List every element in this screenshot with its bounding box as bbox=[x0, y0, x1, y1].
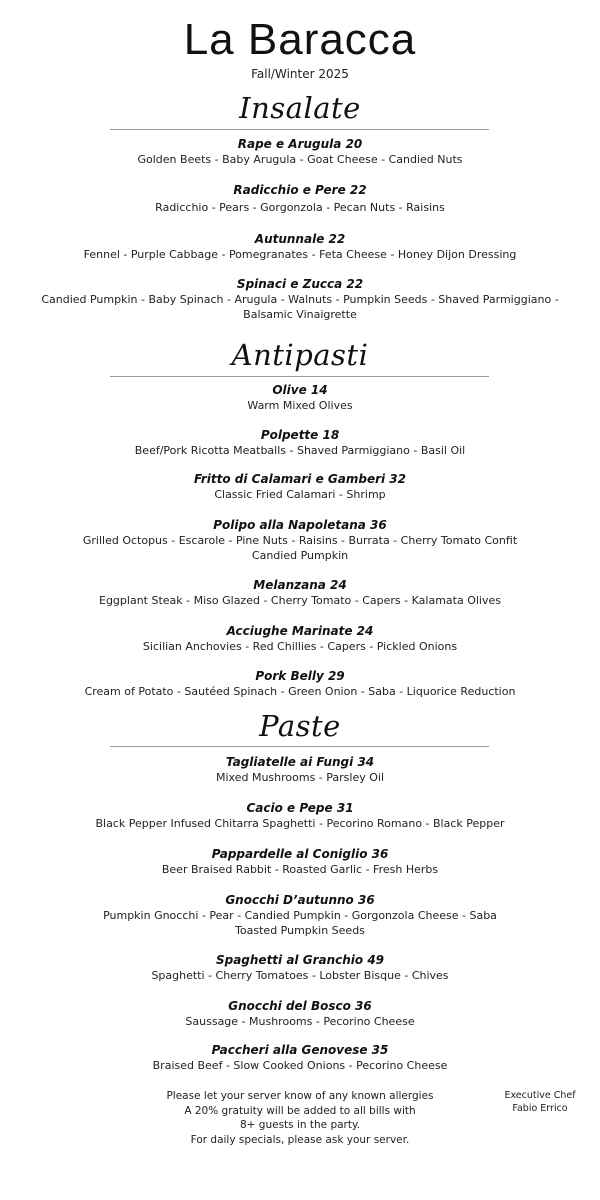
dish-description: Beef/Pork Ricotta Meatballs - Shaved Parmiggiano - Basil Oil bbox=[134, 444, 466, 457]
dish-description: Sicilian Anchovies - Red Chillies - Capers - Pickled Onions bbox=[142, 640, 458, 653]
dish-description: Black Pepper Infused Chitarra Spaghetti - Pecorino Romano - Black Pepper bbox=[95, 817, 505, 830]
dish-name: Fritto di Calamari e Gamberi 32 bbox=[193, 472, 406, 486]
dish-description: Beer Braised Rabbit - Roasted Garlic - Fresh Herbs bbox=[161, 863, 439, 876]
section-title-insalate: Insalate bbox=[239, 91, 361, 125]
dish-description: Mixed Mushrooms - Parsley Oil bbox=[215, 771, 384, 784]
dish-name: Pappardelle al Coniglio 36 bbox=[211, 847, 389, 861]
menu-item bbox=[0, 952, 600, 983]
menu-item bbox=[0, 182, 600, 215]
dish-name: Paccheri alla Genovese 35 bbox=[211, 1043, 389, 1057]
dish-name: Polpette 18 bbox=[260, 428, 340, 442]
menu-item bbox=[0, 427, 600, 458]
dish-description: Candied Pumpkin bbox=[251, 549, 349, 562]
dish-description: Spaghetti - Cherry Tomatoes - Lobster Bisque - Chives bbox=[151, 969, 449, 982]
dish-description: Classic Fried Calamari - Shrimp bbox=[214, 488, 386, 501]
dish-name: Polipo alla Napoletana 36 bbox=[213, 518, 387, 532]
dish-description: Radicchio - Pears - Gorgonzola - Pecan Nuts - Raisins bbox=[155, 201, 445, 214]
dish-description: Fennel - Purple Cabbage - Pomegranates - Feta Cheese - Honey Dijon Dressing bbox=[83, 248, 517, 261]
dish-description: Pumpkin Gnocchi - Pear - Candied Pumpkin - Gorgonzola Cheese - Saba bbox=[103, 909, 497, 922]
menu-item bbox=[0, 623, 600, 654]
dish-name: Acciughe Marinate 24 bbox=[226, 624, 374, 638]
section-divider bbox=[110, 376, 489, 377]
dish-description: Toasted Pumpkin Seeds bbox=[235, 924, 365, 937]
gratuity-note: A 20% gratuity will be added to all bills with bbox=[184, 1104, 416, 1117]
menu-item bbox=[0, 577, 600, 608]
menu-item bbox=[0, 800, 600, 831]
menu-item bbox=[0, 471, 600, 502]
dish-description: Grilled Octopus - Escarole - Pine Nuts - Raisins - Burrata - Cherry Tomato Confit bbox=[82, 534, 518, 547]
dish-name: Pork Belly 29 bbox=[255, 669, 345, 683]
menu-item bbox=[0, 668, 600, 699]
section-title-paste: Paste bbox=[259, 709, 341, 743]
allergy-note: Please let your server know of any known allergies bbox=[166, 1090, 434, 1102]
dish-name: Cacio e Pepe 31 bbox=[246, 801, 354, 815]
dish-description: Eggplant Steak - Miso Glazed - Cherry Tomato - Capers - Kalamata Olives bbox=[99, 594, 501, 607]
dish-description: Saussage - Mushrooms - Pecorino Cheese bbox=[185, 1015, 415, 1028]
menu-item bbox=[0, 998, 600, 1029]
dish-name: Gnocchi D’autunno 36 bbox=[225, 893, 375, 907]
menu-item bbox=[0, 136, 600, 167]
menu-item bbox=[0, 1042, 600, 1073]
menu-item bbox=[0, 846, 600, 877]
chef-name: Fabio Errico bbox=[512, 1103, 568, 1114]
menu-item bbox=[0, 276, 600, 322]
dish-description: Balsamic Vinaigrette bbox=[243, 308, 357, 321]
dish-name: Autunnale 22 bbox=[254, 232, 346, 246]
dish-name: Rape e Arugula 20 bbox=[237, 137, 363, 151]
restaurant-name: La Baracca bbox=[183, 15, 417, 64]
menu-item bbox=[0, 382, 600, 413]
dish-name: Radicchio e Pere 22 bbox=[233, 183, 367, 197]
menu-item bbox=[0, 892, 600, 938]
dish-name: Olive 14 bbox=[272, 383, 328, 397]
dish-name: Gnocchi del Bosco 36 bbox=[228, 999, 372, 1013]
menu-item bbox=[0, 754, 600, 785]
gratuity-note: 8+ guests in the party. bbox=[239, 1119, 361, 1131]
dish-description: Braised Beef - Slow Cooked Onions - Pecorino Cheese bbox=[152, 1059, 448, 1072]
dish-name: Spinaci e Zucca 22 bbox=[236, 277, 364, 291]
dish-description: Golden Beets - Baby Arugula - Goat Cheese - Candied Nuts bbox=[137, 153, 463, 166]
section-divider bbox=[110, 129, 489, 130]
menu-item bbox=[0, 517, 600, 563]
dish-description: Cream of Potato - Sautéed Spinach - Green Onion - Saba - Liquorice Reduction bbox=[84, 685, 516, 698]
section-divider bbox=[110, 746, 489, 747]
dish-name: Melanzana 24 bbox=[253, 578, 347, 592]
chef-title: Executive Chef bbox=[504, 1090, 576, 1101]
specials-note: For daily specials, please ask your server. bbox=[190, 1133, 410, 1146]
section-title-antipasti: Antipasti bbox=[231, 338, 369, 372]
footer-notes bbox=[150, 1089, 450, 1147]
menu-season: Fall/Winter 2025 bbox=[251, 67, 349, 81]
dish-name: Tagliatelle ai Fungi 34 bbox=[225, 755, 375, 769]
chef-credit bbox=[490, 1089, 590, 1115]
dish-description: Warm Mixed Olives bbox=[247, 399, 353, 412]
dish-description: Candied Pumpkin - Baby Spinach - Arugula - Walnuts - Pumpkin Seeds - Shaved Parmiggiano - bbox=[41, 293, 559, 306]
menu-item bbox=[0, 231, 600, 262]
dish-name: Spaghetti al Granchio 49 bbox=[215, 953, 385, 967]
